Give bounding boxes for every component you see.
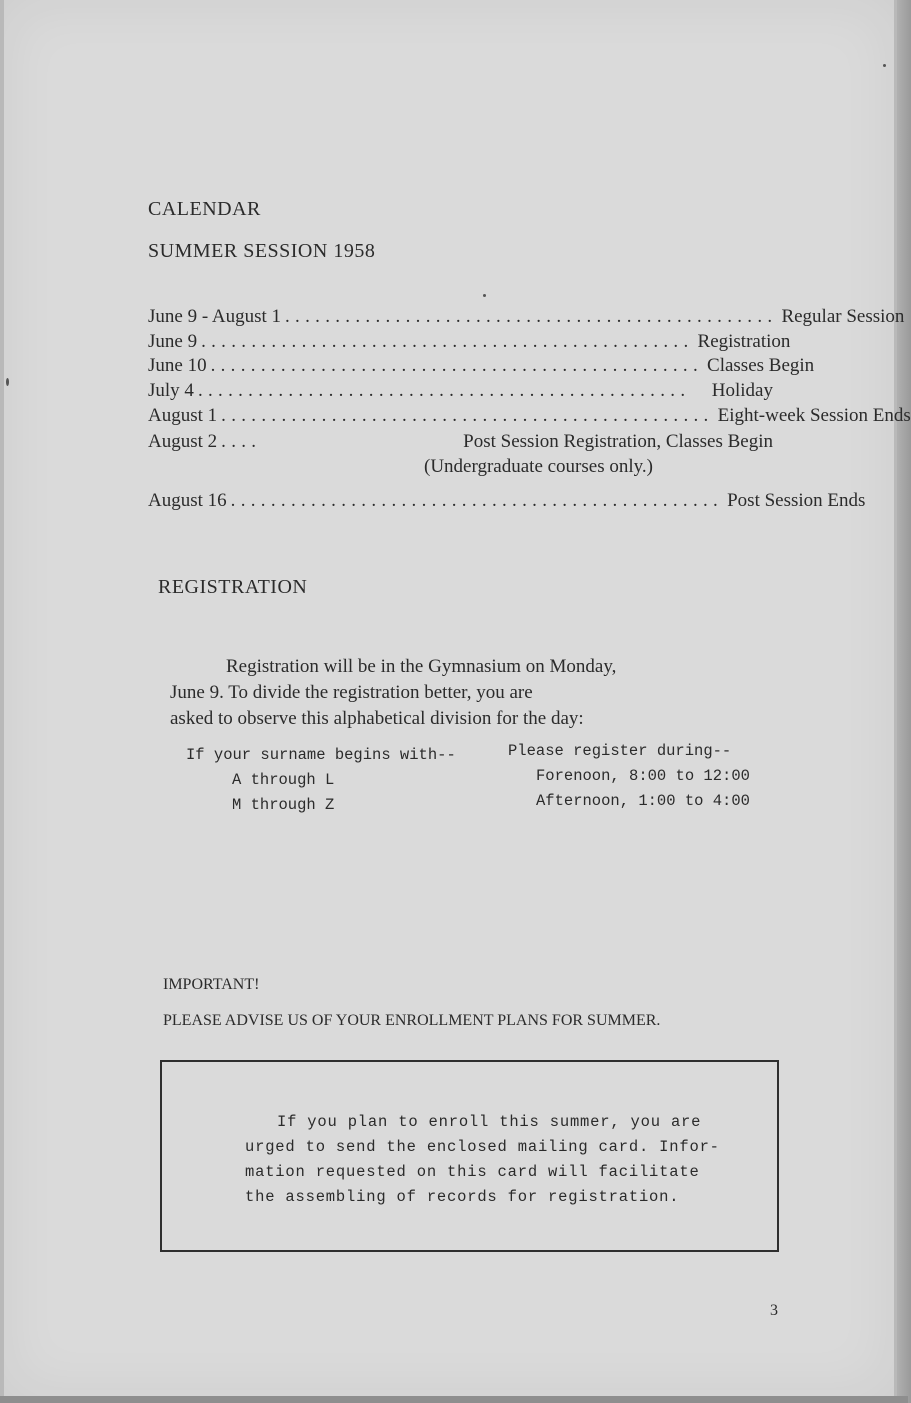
calendar-date: August 2 bbox=[148, 431, 218, 452]
calendar-date: July 4 bbox=[148, 380, 194, 401]
scan-speck bbox=[483, 294, 486, 297]
page-edge-shadow bbox=[897, 0, 911, 1403]
calendar-date: June 9 bbox=[148, 331, 198, 352]
calendar-event: Post Session Ends bbox=[727, 490, 866, 511]
calendar-row bbox=[148, 490, 866, 516]
calendar-date: June 9 - August 1 bbox=[148, 306, 281, 327]
leader-dots: ................................................. bbox=[285, 306, 778, 327]
table-time: Forenoon, 8:00 to 12:00 bbox=[536, 767, 750, 785]
notice-line: urged to send the enclosed mailing card. Infor- bbox=[245, 1138, 720, 1156]
leader-dots: ................................................. bbox=[210, 355, 704, 376]
table-letters: A through L bbox=[232, 771, 335, 789]
calendar-date: August 1 bbox=[148, 405, 218, 426]
table-letters: M through Z bbox=[232, 796, 335, 814]
calendar-event: Registration bbox=[697, 331, 791, 352]
calendar-row bbox=[148, 355, 815, 381]
calendar-event: Holiday bbox=[711, 380, 773, 401]
calendar-row bbox=[148, 306, 905, 332]
notice-line: If you plan to enroll this summer, you are bbox=[277, 1113, 702, 1131]
leader-dots: ................................................. bbox=[201, 331, 694, 352]
calendar-event: Post Session Registration, Classes Begin bbox=[463, 431, 773, 452]
calendar-date: August 16 bbox=[148, 490, 227, 511]
calendar-event: Classes Begin bbox=[707, 355, 815, 376]
registration-paragraph-line: Registration will be in the Gymnasium on Monday, bbox=[226, 656, 617, 677]
table-right-header: Please register during-- bbox=[508, 742, 732, 760]
important-label: IMPORTANT! bbox=[163, 976, 260, 993]
registration-paragraph-line: asked to observe this alphabetical division for the day: bbox=[170, 708, 584, 729]
notice-line: mation requested on this card will facilitate bbox=[245, 1163, 700, 1181]
scan-speck bbox=[6, 378, 9, 386]
calendar-date: June 10 bbox=[148, 355, 207, 376]
calendar-note: (Undergraduate courses only.) bbox=[424, 456, 653, 477]
notice-line: the assembling of records for registration. bbox=[245, 1188, 680, 1206]
calendar-row bbox=[148, 380, 773, 406]
page-bottom-shadow bbox=[0, 1396, 908, 1403]
calendar-event: Regular Session bbox=[781, 306, 905, 327]
calendar-row bbox=[148, 331, 791, 357]
scan-speck bbox=[883, 64, 886, 67]
calendar-row bbox=[148, 431, 773, 457]
registration-heading: REGISTRATION bbox=[158, 576, 308, 598]
registration-paragraph-line: June 9. To divide the registration better, you are bbox=[170, 682, 533, 703]
important-text: PLEASE ADVISE US OF YOUR ENROLLMENT PLANS FOR SUMMER. bbox=[163, 1012, 661, 1029]
calendar-heading: CALENDAR bbox=[148, 198, 261, 220]
table-left-header: If your surname begins with-- bbox=[186, 746, 456, 764]
leader-dots: ................................................. bbox=[230, 490, 724, 511]
page-number: 3 bbox=[770, 1302, 778, 1319]
calendar-event: Eight-week Session Ends bbox=[717, 405, 911, 426]
leader-dots: ................................................. bbox=[197, 380, 691, 401]
calendar-row bbox=[148, 405, 911, 431]
session-heading: SUMMER SESSION 1958 bbox=[148, 240, 376, 262]
leader-dots: ................................................. bbox=[221, 405, 714, 426]
table-time: Afternoon, 1:00 to 4:00 bbox=[536, 792, 750, 810]
leader-dots: .... bbox=[221, 431, 262, 452]
